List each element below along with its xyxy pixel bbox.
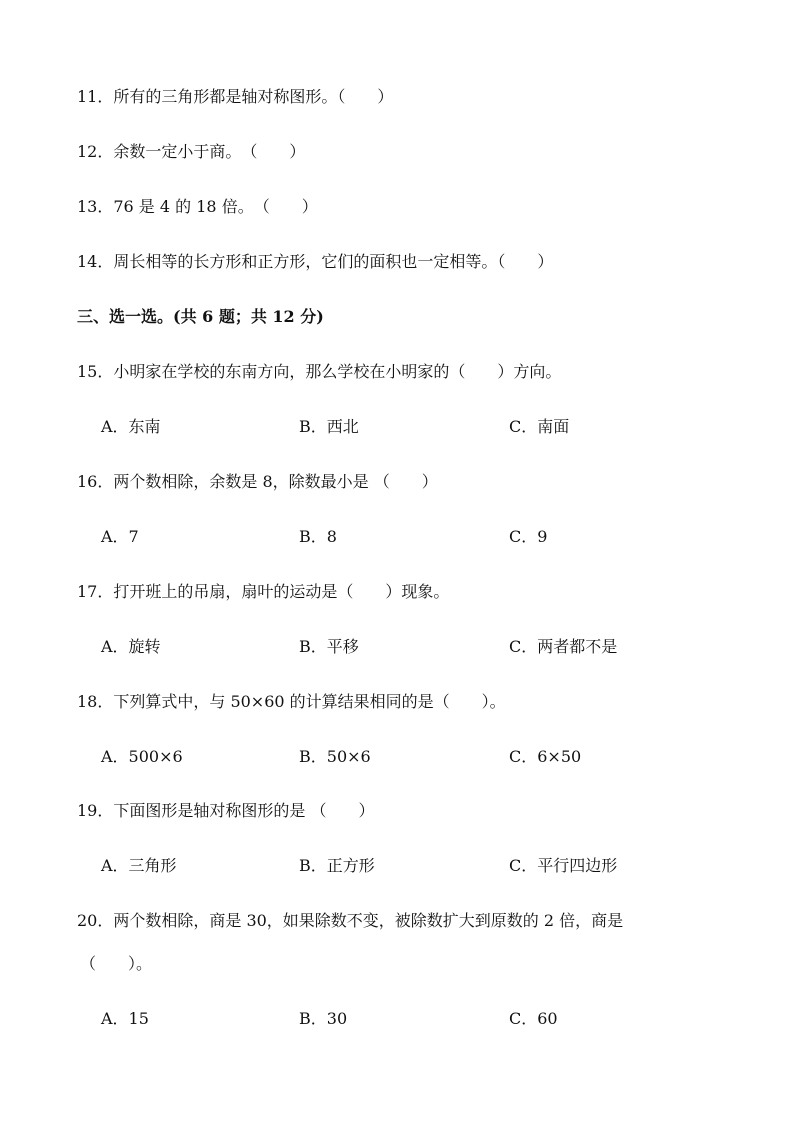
- option-15-a: A．东南: [101, 417, 161, 436]
- question-11: 11．所有的三角形都是轴对称图形。（ ）: [77, 87, 394, 106]
- question-16: 16．两个数相除，余数是 8，除数最小是 （ ）: [77, 472, 438, 491]
- option-20-b: B．30: [299, 1009, 348, 1028]
- option-19-b: B．正方形: [299, 856, 375, 875]
- option-16-a: A．7: [101, 527, 139, 546]
- option-16-c: C．9: [509, 527, 548, 546]
- section-title: 三、选一选。(共 6 题；共 12 分): [77, 307, 324, 326]
- question-12: 12．余数一定小于商。 （ ）: [77, 142, 306, 161]
- option-18-c: C．6×50: [509, 747, 582, 766]
- option-15-c: C．南面: [509, 417, 570, 436]
- option-15-b: B．西北: [299, 417, 359, 436]
- option-17-a: A．旋转: [101, 637, 161, 656]
- option-18-b: B．50×6: [299, 747, 371, 766]
- option-19-a: A．三角形: [101, 856, 177, 875]
- question-14: 14．周长相等的长方形和正方形，它们的面积也一定相等。（ ）: [77, 252, 554, 271]
- option-20-a: A．15: [101, 1009, 149, 1028]
- option-17-b: B．平移: [299, 637, 359, 656]
- option-16-b: B．8: [299, 527, 337, 546]
- question-15: 15．小明家在学校的东南方向，那么学校在小明家的（ ）方向。: [77, 362, 562, 381]
- option-20-c: C．60: [509, 1009, 558, 1028]
- question-20: 20．两个数相除，商是 30，如果除数不变，被除数扩大到原数的 2 倍，商是: [77, 911, 624, 930]
- question-18: 18．下列算式中，与 50×60 的计算结果相同的是（ ）。: [77, 692, 506, 711]
- question-17: 17．打开班上的吊扇，扇叶的运动是（ ）现象。: [77, 582, 450, 601]
- option-18-a: A．500×6: [101, 747, 183, 766]
- option-19-c: C．平行四边形: [509, 856, 618, 875]
- option-17-c: C．两者都不是: [509, 637, 618, 656]
- question-20-continued: （ ）。: [80, 954, 153, 973]
- question-19: 19．下面图形是轴对称图形的是 （ ）: [77, 801, 375, 820]
- question-13: 13．76 是 4 的 18 倍。 （ ）: [77, 197, 318, 216]
